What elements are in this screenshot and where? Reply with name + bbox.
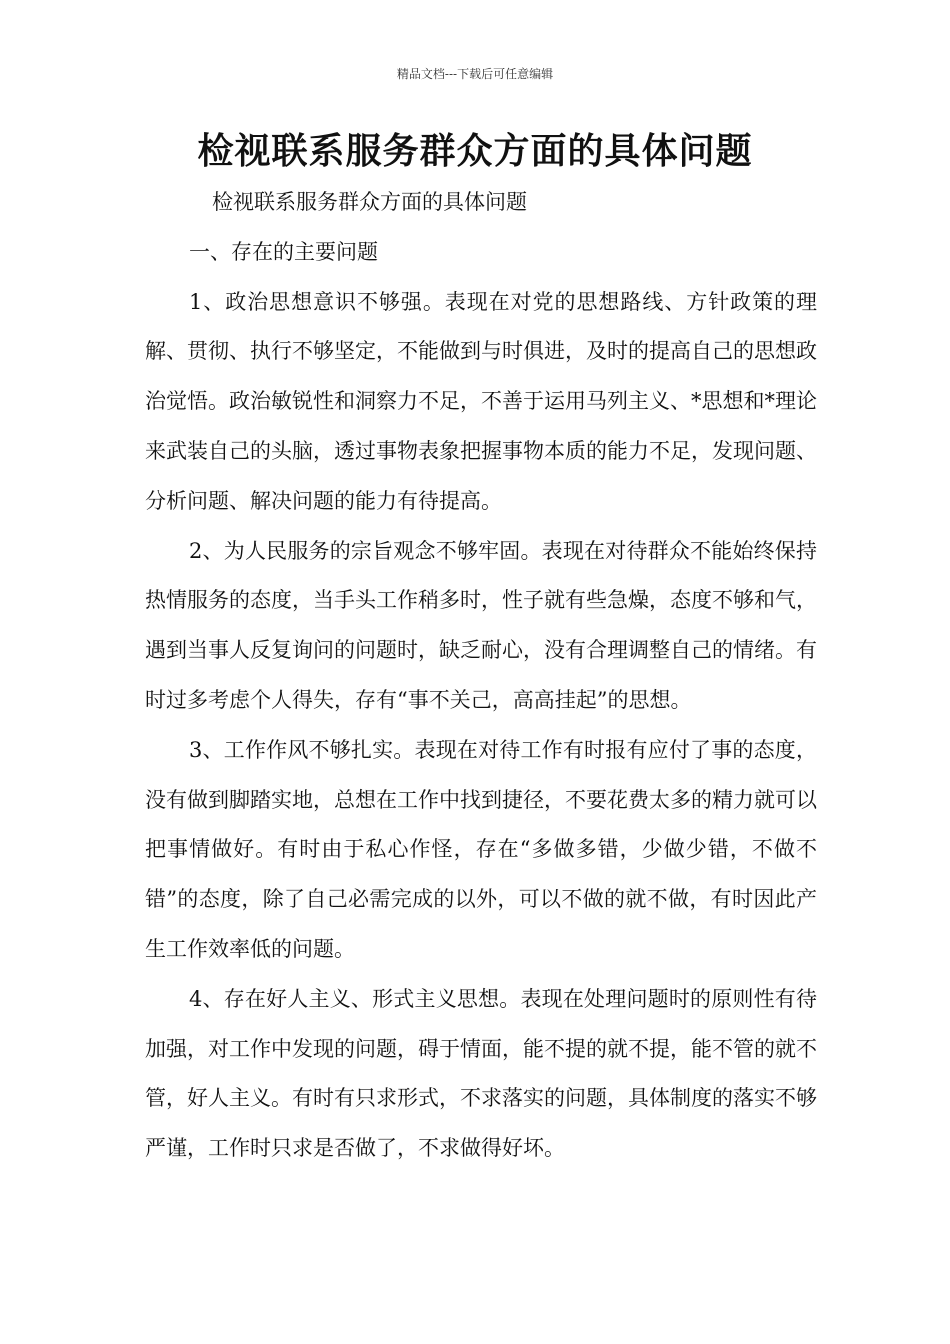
paragraph-1: 1、政治思想意识不够强。表现在对党的思想路线、方针政策的理解、贯彻、执行不够坚定，不能做到与时俱进，及时的提高自己的思想政治觉悟。政治敏锐性和洞察力不足，不善于运用马列主义、*思想和*理论来武装自己的头脑，透过事物表象把握事物本质的能力不足，发现问题、分析问题、解决问题的能力有待提高。 [145, 289, 817, 513]
document-body [145, 178, 817, 1174]
document-title: 检视联系服务群众方面的具体问题 [197, 131, 753, 172]
paragraph-2: 2、为人民服务的宗旨观念不够牢固。表现在对待群众不能始终保持热情服务的态度，当手头工作稍多时，性子就有些急燥，态度不够和气，遇到当事人反复询问的问题时，缺乏耐心，没有合理调整自己的情绪。有时过多考虑个人得失，存有“事不关己，高高挂起”的思想。 [145, 538, 817, 712]
document-subtitle: 检视联系服务群众方面的具体问题 [212, 190, 527, 214]
header-note: 精品文档---下载后可任意编辑 [396, 67, 554, 81]
paragraph-3: 3、工作作风不够扎实。表现在对待工作有时报有应付了事的态度，没有做到脚踏实地，总想在工作中找到捷径，不要花费太多的精力就可以把事情做好。有时由于私心作怪，存在“多做多错，少做少错，不做不错”的态度，除了自己必需完成的以外，可以不做的就不做，有时因此产生工作效率低的问题。 [145, 737, 817, 961]
paragraph-4: 4、存在好人主义、形式主义思想。表现在处理问题时的原则性有待加强，对工作中发现的问题，碍于情面，能不提的就不提，能不管的就不管，好人主义。有时有只求形式，不求落实的问题，具体制度的落实不够严谨，工作时只求是否做了，不求做得好坏。 [145, 986, 817, 1161]
section-heading: 一、存在的主要问题 [189, 239, 378, 264]
